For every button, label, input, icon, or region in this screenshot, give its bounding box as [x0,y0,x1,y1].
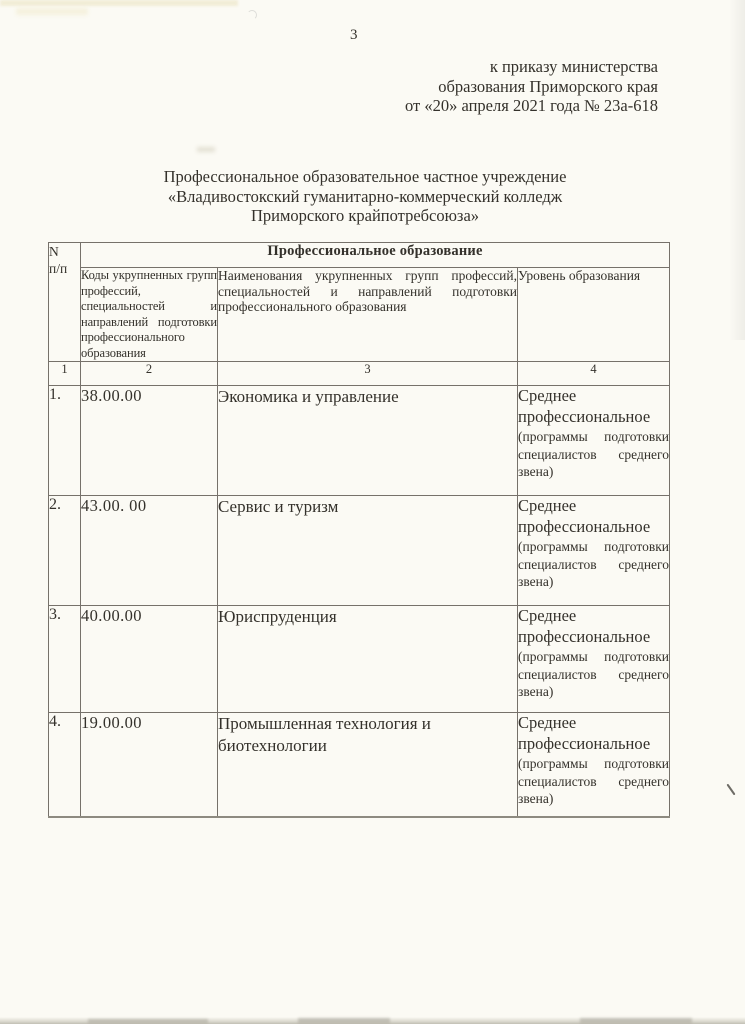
row-number-cell: 2. [49,496,81,606]
level-main: Среднее профессиональное [518,386,651,426]
level-cell [518,713,670,817]
institution-title-line: Профессиональное образовательное частное учреждение [163,167,567,186]
header-cell-codes: Коды укрупненных групп профессий, специальностей и направлений подготовки профессионального образования [81,268,217,360]
table-column-number-row [49,362,670,386]
institution-title-line: Приморского крайпотребсоюза» [250,206,480,225]
scan-artifact-bottom-edge [0,1017,745,1024]
npp-line: п/п [49,261,68,276]
column-number: 1 [49,362,81,386]
name-cell: Сервис и туризм [218,496,518,606]
name-cell: Экономика и управление [218,386,518,496]
table-row [49,713,670,817]
header-cell-section: Профессиональное образование [81,243,670,268]
scan-artifact-right-shade [729,0,745,340]
level-cell [518,496,670,606]
column-number: 2 [81,362,218,386]
level-main: Среднее профессиональное [518,496,651,536]
code-cell: 19.00.00 [81,713,218,817]
code-cell: 38.00.00 [81,386,218,496]
row-number-cell: 3. [49,606,81,713]
header-cell-names: Наименования укрупненных групп профессий, специальностей и направлений подготовки профессионального образования [218,268,518,362]
table-row [49,496,670,606]
order-reference-line: к приказу министерства [489,57,658,76]
programs-table [48,242,670,818]
level-main: Среднее профессиональное [518,606,651,646]
code-cell: 43.00. 00 [81,496,218,606]
table-row [49,386,670,496]
page-number: 3 [350,27,358,43]
row-number-cell: 4. [49,713,81,817]
scan-artifact-curl [247,10,257,20]
institution-title [40,167,690,226]
level-detail: (программы подготовки специалистов среднего звена) [518,649,669,699]
scan-artifact-top-strip [0,0,238,6]
table-header-row-columns [49,268,670,362]
scan-artifact-pen-mark [726,784,735,796]
order-reference [405,57,658,116]
table-row [49,606,670,713]
level-detail: (программы подготовки специалистов среднего звена) [518,756,669,806]
level-cell [518,606,670,713]
name-cell: Промышленная технология и биотехнологии [218,713,518,817]
level-cell [518,386,670,496]
row-number-cell: 1. [49,386,81,496]
scan-artifact-top-blob [16,8,88,15]
header-cell-level: Уровень образования [518,268,670,362]
column-number: 3 [218,362,518,386]
name-cell: Юриспруденция [218,606,518,713]
npp-line: N [49,244,59,259]
scan-artifact-smudge [197,147,215,152]
column-number: 4 [518,362,670,386]
level-detail: (программы подготовки специалистов среднего звена) [518,539,669,589]
level-detail: (программы подготовки специалистов среднего звена) [518,429,669,479]
institution-title-line: «Владивостокский гуманитарно-коммерческий колледж [167,186,563,206]
table-header-row-section [49,243,670,268]
order-reference-line: от «20» апреля 2021 года № 23а-618 [405,96,658,115]
level-main: Среднее профессиональное [518,713,651,753]
order-reference-line: образования Приморского края [438,76,658,96]
header-cell-npp [49,243,81,362]
code-cell: 40.00.00 [81,606,218,713]
